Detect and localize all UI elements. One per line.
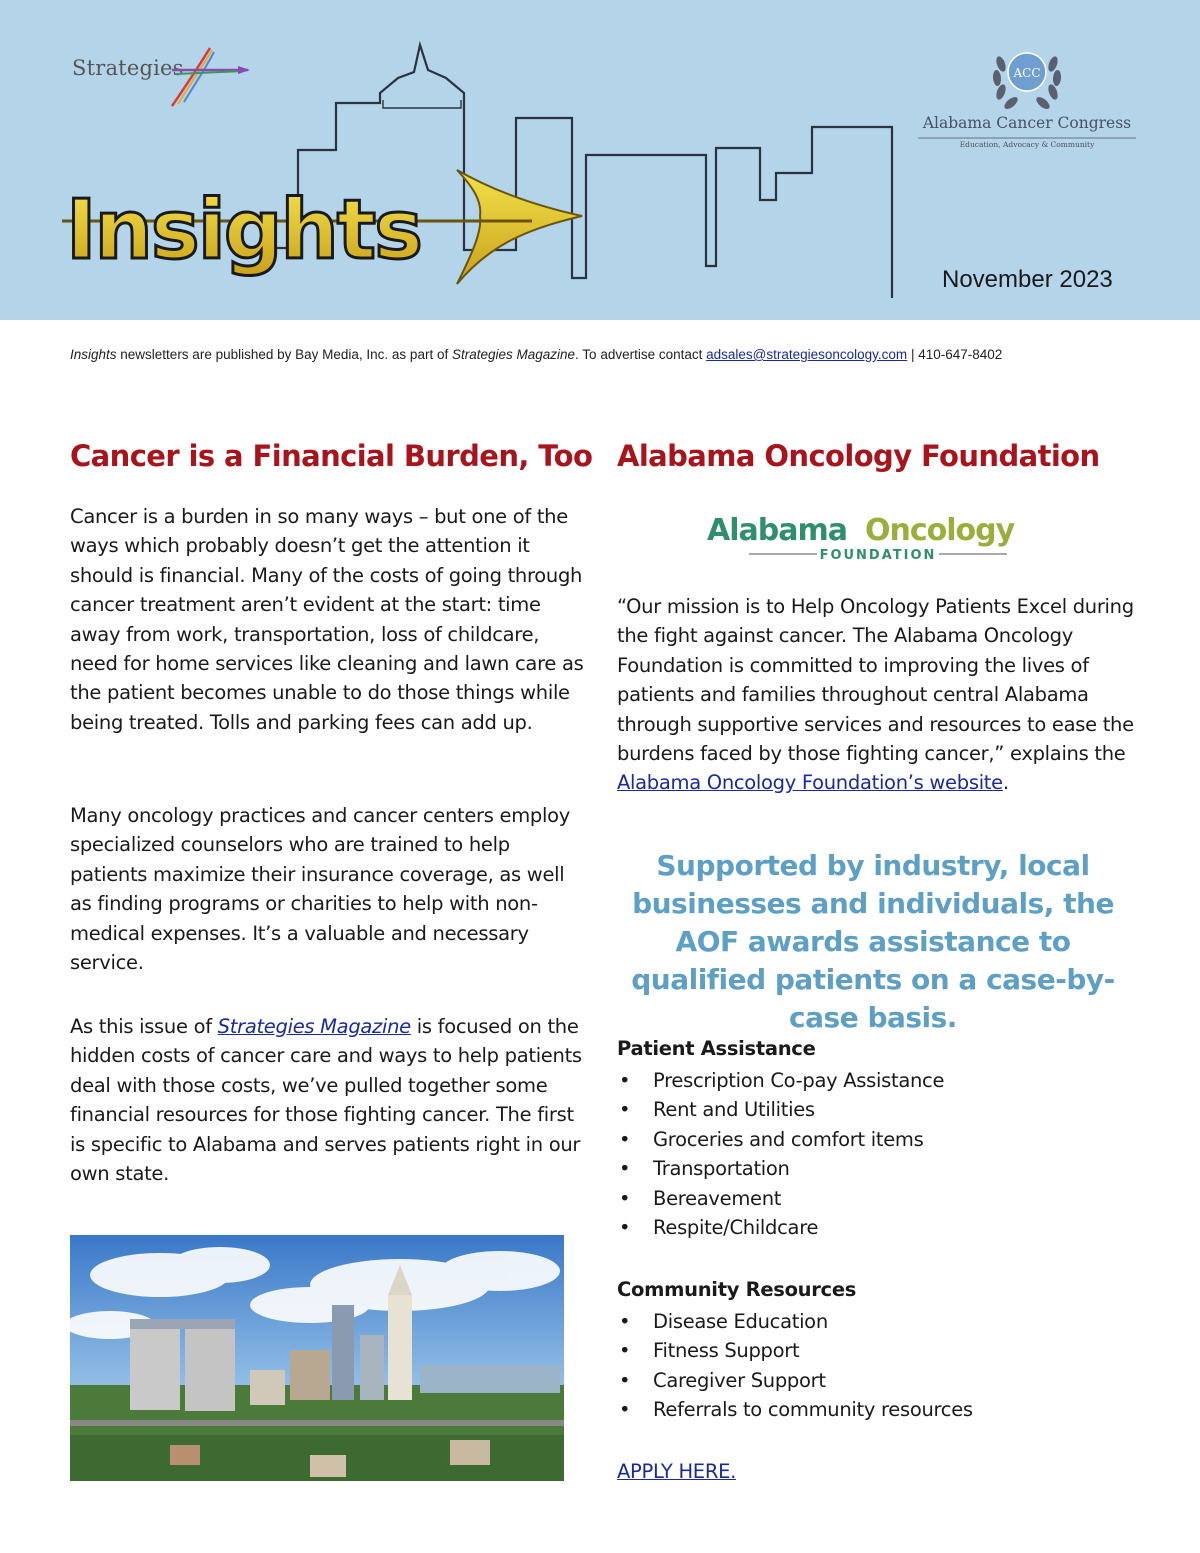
left-heading: Cancer is a Financial Burden, Too bbox=[70, 439, 593, 473]
ad-sales-email-link[interactable]: adsales@strategiesoncology.com bbox=[706, 347, 908, 362]
paragraph-prefix: As this issue of bbox=[70, 1015, 218, 1038]
strategies-logo-text: Strategies bbox=[72, 56, 184, 80]
mobile-alabama-skyline-photo bbox=[70, 1235, 564, 1481]
paragraph-suffix: is focused on the hidden costs of cancer care and ways to help patients deal with those costs, we’ve pulled together some financial resources for those fighting cancer. The first is specific to Alabama and serves patients right in our own state. bbox=[70, 1015, 582, 1186]
aof-logo-word-1: Alabama bbox=[707, 513, 847, 548]
list-item: • Rent and Utilities bbox=[619, 1098, 815, 1122]
strategies-logo bbox=[72, 44, 252, 114]
mission-quote bbox=[617, 592, 1137, 798]
paragraph-this-issue bbox=[70, 1012, 590, 1188]
header-banner bbox=[0, 0, 1200, 320]
strategies-magazine-link[interactable]: Strategies Magazine bbox=[217, 1015, 411, 1038]
aof-website-link[interactable]: Alabama Oncology Foundation’s website bbox=[617, 771, 1003, 795]
community-resources-list bbox=[617, 1307, 973, 1425]
magazine-name: Strategies Magazine bbox=[451, 347, 576, 362]
patient-assistance-heading: Patient Assistance bbox=[617, 1037, 816, 1060]
list-item: • Disease Education bbox=[619, 1310, 828, 1333]
acc-name: Alabama Cancer Congress bbox=[922, 114, 1132, 132]
patient-assistance-list bbox=[617, 1066, 944, 1242]
alabama-oncology-foundation-logo bbox=[707, 504, 1047, 564]
acc-logo bbox=[912, 44, 1142, 154]
issue-date: November 2023 bbox=[942, 266, 1113, 293]
list-item: • Transportation bbox=[619, 1157, 790, 1181]
aof-logo-word-2: Oncology bbox=[865, 513, 1015, 548]
newsletter-name: Insights bbox=[70, 347, 117, 362]
publication-line bbox=[70, 347, 1002, 362]
acc-tagline: Education, Advocacy & Community bbox=[959, 140, 1095, 149]
paragraph-counselors: Many oncology practices and cancer centers employ specialized counselors who are trained to help patients maximize their insurance coverage, as well as finding programs or charities to help with non-medical expenses. It’s a valuable and necessary service. bbox=[70, 804, 570, 975]
right-heading: Alabama Oncology Foundation bbox=[617, 439, 1100, 473]
phone-text: | 410-647-8402 bbox=[907, 347, 1003, 362]
list-item: • Caregiver Support bbox=[619, 1368, 826, 1392]
list-item: • Fitness Support bbox=[619, 1339, 800, 1363]
mission-quote-end: . bbox=[1002, 771, 1009, 795]
aof-logo-subtitle: FOUNDATION bbox=[819, 548, 937, 563]
support-callout: Supported by industry, local businesses and individuals, the AOF awards assistance to qualified patients on a case-by-case basis. bbox=[631, 849, 1115, 1034]
strategies-swoosh-icon bbox=[72, 44, 252, 114]
insights-logo bbox=[62, 150, 592, 300]
list-item: • Prescription Co-pay Assistance bbox=[619, 1069, 945, 1092]
left-column bbox=[70, 434, 593, 1186]
list-item: • Groceries and comfort items bbox=[619, 1127, 924, 1151]
insights-logo-text: Insights bbox=[66, 183, 421, 278]
paragraph-financial-burden: Cancer is a burden in so many ways – but one of the ways which probably doesn’t get the attention it should is financial. Many of the costs of going through cancer treatment aren’t evident at the start: time away from work, transportation, loss of childcare, need for home services like cleaning and lawn care as the patient becomes unable to do those things while being treated. Tolls and parking fees can add up. bbox=[70, 505, 584, 734]
laurel-wreath-icon bbox=[987, 44, 1067, 112]
publisher-text: newsletters are published by Bay Media, Inc. as part of bbox=[116, 347, 452, 362]
right-column bbox=[617, 434, 1137, 1483]
mission-quote-text: “Our mission is to Help Oncology Patients Excel during the fight against cancer. The Alabama Oncology Foundation is committed to improving the lives of patients and families throughout central Alabama through supportive services and resources to ease the burdens faced by those fighting cancer,” explains the bbox=[617, 595, 1134, 766]
list-item: • Bereavement bbox=[619, 1186, 782, 1210]
apply-here-link[interactable]: APPLY HERE. bbox=[617, 1460, 736, 1483]
acc-badge-text: ACC bbox=[1013, 66, 1041, 80]
community-resources-heading: Community Resources bbox=[617, 1278, 857, 1301]
list-item: • Respite/Childcare bbox=[619, 1216, 819, 1240]
advertise-text: . To advertise contact bbox=[575, 347, 707, 362]
list-item: • Referrals to community resources bbox=[619, 1398, 973, 1422]
